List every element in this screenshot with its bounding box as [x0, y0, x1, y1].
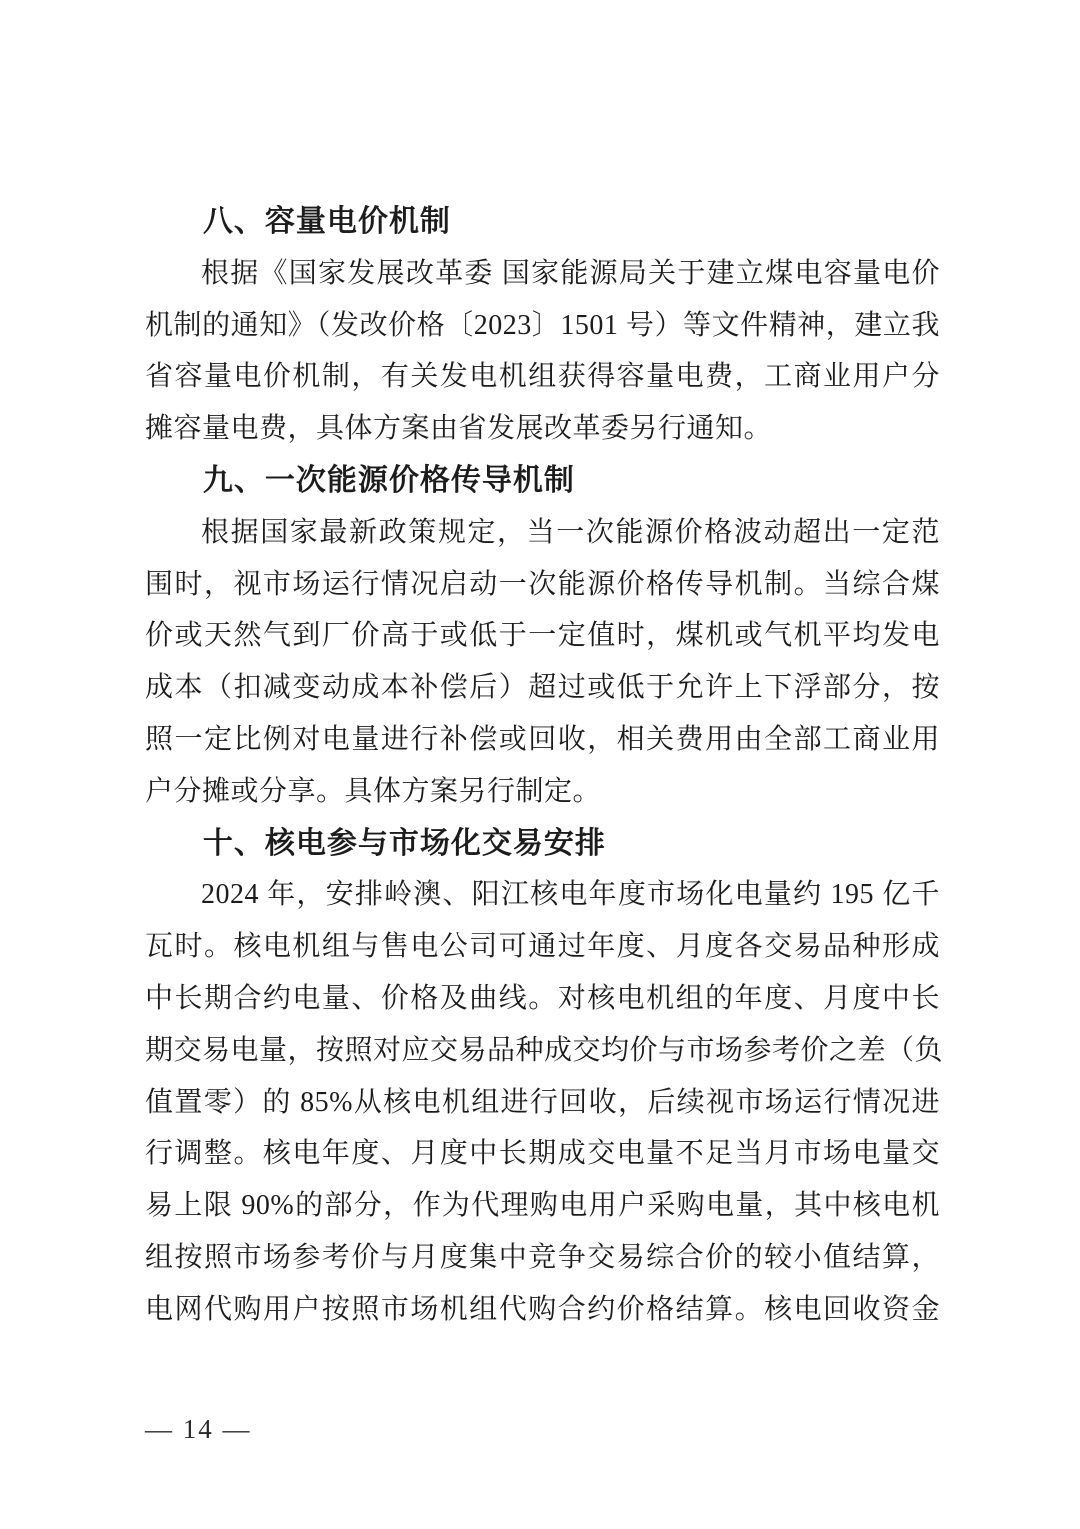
- section-9-heading: 九、一次能源价格传导机制: [202, 463, 575, 497]
- text-line: 期交易电量，按照对应交易品种成交均价与市场参考价之差（负: [145, 1034, 944, 1066]
- section-10-heading: 十、核电参与市场化交易安排: [202, 826, 606, 860]
- text-line: 组按照市场参考价与月度集中竞争交易综合价的较小值结算，: [145, 1241, 940, 1273]
- text-line: 瓦时。核电机组与售电公司可通过年度、月度各交易品种形成: [145, 931, 940, 963]
- document-content: [145, 196, 944, 1336]
- text-line: 价或天然气到厂价高于或低于一定值时，煤机或气机平均发电: [145, 620, 940, 652]
- page-number: — 14 —: [145, 1414, 252, 1444]
- text-line: 省容量电价机制，有关发电机组获得容量电费，工商业用户分: [145, 361, 940, 393]
- text-line: 电网代购用户按照市场机组代购合约价格结算。核电回收资金: [145, 1293, 940, 1325]
- text-line: 根据国家最新政策规定，当一次能源价格波动超出一定范: [201, 516, 940, 548]
- text-line: 根据《国家发展改革委 国家能源局关于建立煤电容量电价: [201, 257, 940, 289]
- text-line: 成本（扣减变动成本补偿后）超过或低于允许上下浮部分，按: [145, 672, 940, 704]
- text-line: 易上限 90%的部分，作为代理购电用户采购电量，其中核电机: [145, 1190, 940, 1222]
- text-line: 值置零）的 85%从核电机组进行回收，后续视市场运行情况进: [145, 1086, 940, 1118]
- text-line: 照一定比例对电量进行补偿或回收，相关费用由全部工商业用: [145, 723, 940, 755]
- section-8-heading: 八、容量电价机制: [202, 205, 451, 238]
- text-line: 中长期合约电量、价格及曲线。对核电机组的年度、月度中长: [145, 982, 940, 1014]
- text-line: 行调整。核电年度、月度中长期成交电量不足当月市场电量交: [145, 1138, 940, 1170]
- text-line: 机制的通知》（发改价格〔2023〕1501 号）等文件精神，建立我: [145, 309, 940, 341]
- text-line: 围时，视市场运行情况启动一次能源价格传导机制。当综合煤: [145, 568, 940, 600]
- text-line: 户分摊或分享。具体方案另行制定。: [145, 775, 602, 807]
- text-line: 摊容量电费，具体方案由省发展改革委另行通知。: [145, 413, 773, 445]
- text-line: 2024 年，安排岭澳、阳江核电年度市场化电量约 195 亿千: [201, 879, 940, 911]
